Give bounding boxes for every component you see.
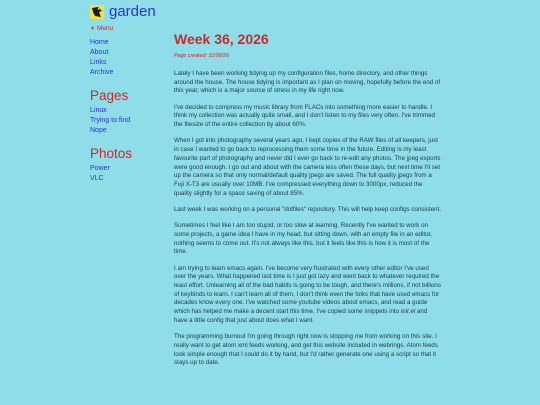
pages-heading: Pages [90, 88, 129, 103]
nav-item [90, 38, 165, 48]
brand[interactable] [90, 1, 165, 23]
photo-link-vlc[interactable]: VLC [90, 175, 104, 182]
nav-link-links[interactable]: Links [90, 59, 107, 66]
site-title[interactable]: garden [109, 3, 156, 20]
page-link-linux[interactable]: Linux [90, 107, 107, 114]
filename: init.el [400, 308, 416, 316]
paragraph: The programming burnout I'm going through right now is stopping me from working on this site. I really want to get atom xml feeds working, and get this website included in webrings. Atom feeds look simple enough that I could do it by hand, but I'd rather generate one using a script so that it stays up to date. [174, 333, 438, 367]
paragraph-emacs [174, 265, 442, 326]
paragraph: Last week I was working on a personal "dotfiles" repository. This will help keep configs consistent. [174, 205, 441, 213]
photos-heading: Photos [90, 146, 133, 161]
sidebar [90, 0, 165, 184]
list-item [90, 174, 165, 184]
list-item [90, 126, 165, 136]
nav-item [90, 68, 165, 78]
photo-link-power[interactable]: Power [90, 165, 110, 172]
page-link-trying-to-find[interactable]: Trying to find [90, 117, 131, 124]
paragraph-text: I am trying to learn emacs again. I've become very frustrated with every other editor I've used over the years. What happened last time is I just got lazy and went back to whatever required the least effort. Unlearning all of the bad habits is going to be tough, and there's millions, if not billions of keybinds to learn. I can't learn all of them, I don't think even the folks that have used emacs for decades know every one. I've watched some youtube videos about emacs, and read a guide which has helped me make a decent start this time. I've copied some snippets into [174, 264, 441, 316]
list-item [90, 116, 165, 126]
menu-label: Menu [96, 25, 114, 32]
list-item [90, 106, 165, 116]
paragraph: When I got into photography several years ago, I kept copies of the RAW files of all keepers, just in case I wanted to go back to reprocessing them some time in the future. Editing is my least favourite part of photography and never did I ever go back to re-edit any photos. The jpeg exports were good enough. I go out and about with the camera less often these days, but next time I'll set up the camera so that only normal/default quality jpegs are saved. The full quality jpegs from a Fuji X-T3 are usually over 10MB. I've compressed everything down to 3000px, reduced the quality slightly for a space saving of about 85%. [174, 137, 441, 197]
list-item [90, 164, 165, 174]
nav-link-archive[interactable]: Archive [90, 69, 114, 76]
menu-toggle[interactable] [90, 25, 165, 32]
paragraph-text: and have a little config that just about does what I want. [174, 308, 428, 324]
photos-list [90, 164, 165, 184]
paragraph: Sometimes I feel like I am too stupid, or too slow at learning. Recently I've wanted to work on some projects, a game idea I have in my head, but sitting down, with an empty file in an editor, nothing seems to come out. It's not always like this, but it feels like this is how it is most of the time. [174, 222, 432, 256]
post-body [174, 70, 442, 368]
triangle-down-icon: ▼ [90, 25, 95, 32]
page-link-nope[interactable]: Nope [90, 127, 107, 134]
post-date: Page created: 31/08/26 [174, 53, 230, 59]
post-title: Week 36, 2026 [174, 31, 269, 47]
nav-link-home[interactable]: Home [90, 39, 109, 46]
nav-link-about[interactable]: About [90, 49, 109, 56]
pages-list [90, 106, 165, 136]
paragraph: Lately I have been working tidying up my configuration files, home directory, and other things around the house. The house tidying is important as I plan on moving, hopefully before the end of this year, which is a major source of stress in my life right now. [174, 70, 441, 95]
paragraph: I've decided to compress my music library from FLACs into something more easier to handle. I think my collection was actually quite small, and I don't listen to my files very often. I've trimmed the filesize of the entire collection by about 60%. [174, 103, 435, 129]
blackbird-logo-icon [90, 5, 104, 19]
nav-item [90, 48, 165, 58]
nav-item [90, 58, 165, 68]
main-nav [90, 38, 165, 78]
main-content [174, 30, 442, 376]
